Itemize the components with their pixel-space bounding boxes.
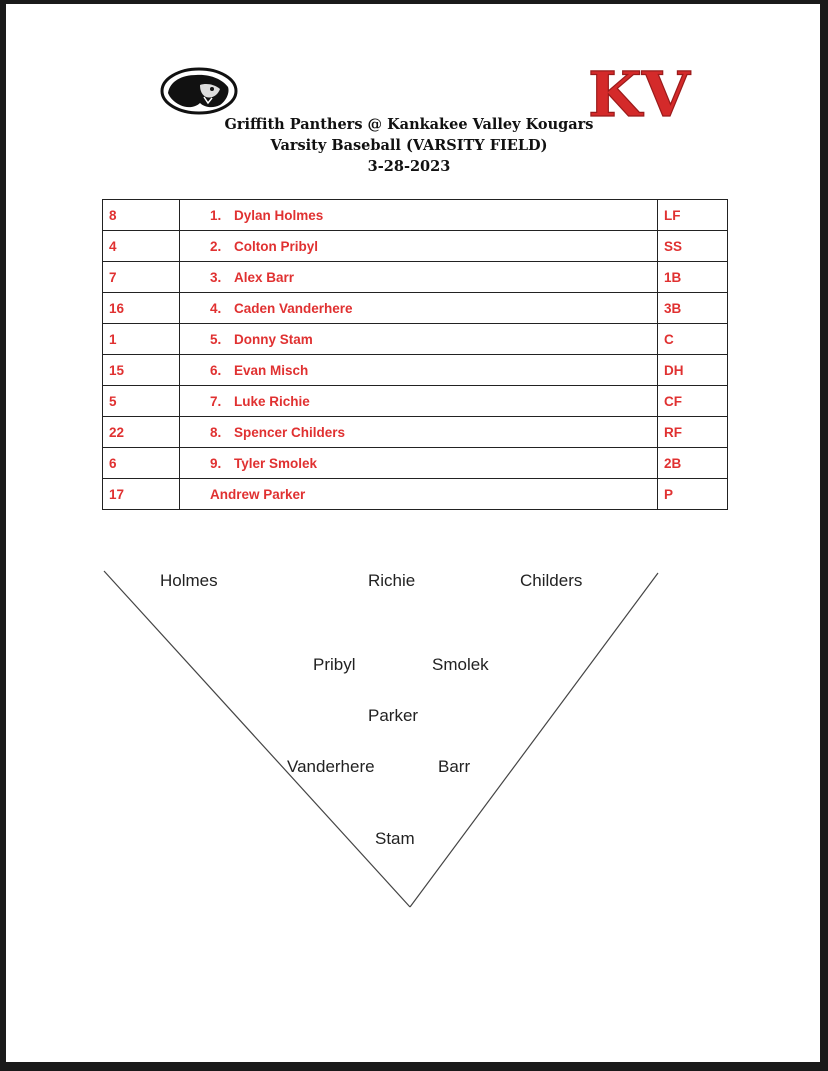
player-position: C [658,324,728,355]
jersey-number: 4 [103,231,180,262]
game-date: 3-28-2023 [367,158,451,175]
player-position: SS [658,231,728,262]
field-pitcher: Parker [368,706,419,725]
batting-order: 5. [210,331,222,347]
jersey-number: 16 [103,293,180,324]
batting-order: 4. [210,300,222,316]
matchup-title: Griffith Panthers @ Kankakee Valley Kougars [224,116,594,133]
jersey-number: 1 [103,324,180,355]
field-first-base: Barr [438,757,471,776]
player-name: Caden Vanderhere [234,300,353,316]
player-position: CF [658,386,728,417]
field-shortstop: Pribyl [313,655,356,674]
player-position: P [658,479,728,510]
jersey-number: 5 [103,386,180,417]
field-third-base: Vanderhere [287,757,375,776]
batting-order: 6. [210,362,222,378]
player-position: 2B [658,448,728,479]
field-catcher: Stam [375,829,415,848]
jersey-number: 6 [103,448,180,479]
player-position: RF [658,417,728,448]
jersey-number: 15 [103,355,180,386]
batting-order: 3. [210,269,222,285]
third-base-line [104,571,410,907]
first-base-line [410,573,658,907]
field-center-field: Richie [368,571,416,590]
player-position: DH [658,355,728,386]
batting-order: 1. [210,207,222,223]
batting-order: 8. [210,424,222,440]
jersey-number: 17 [103,479,180,510]
field-left-field: Holmes [160,571,218,590]
player-position: 1B [658,262,728,293]
jersey-number: 7 [103,262,180,293]
player-name: Andrew Parker [210,486,306,502]
field-right-field: Childers [520,571,583,590]
player-name: Dylan Holmes [234,207,324,223]
batting-order: 9. [210,455,222,471]
player-name: Evan Misch [234,362,309,378]
kv-logo-text: KV [588,58,690,131]
player-name: Tyler Smolek [234,455,318,471]
field-second-base: Smolek [432,655,489,674]
batting-order: 2. [210,238,222,254]
jersey-number: 22 [103,417,180,448]
player-name: Donny Stam [234,331,313,347]
player-name: Luke Richie [234,393,310,409]
player-name: Colton Pribyl [234,238,318,254]
jersey-number: 8 [103,200,180,231]
game-subtitle: Varsity Baseball (VARSITY FIELD) [270,137,548,154]
player-position: 3B [658,293,728,324]
player-position: LF [658,200,728,231]
batting-order: 7. [210,393,222,409]
player-name: Spencer Childers [234,424,346,440]
player-name: Alex Barr [234,269,295,285]
